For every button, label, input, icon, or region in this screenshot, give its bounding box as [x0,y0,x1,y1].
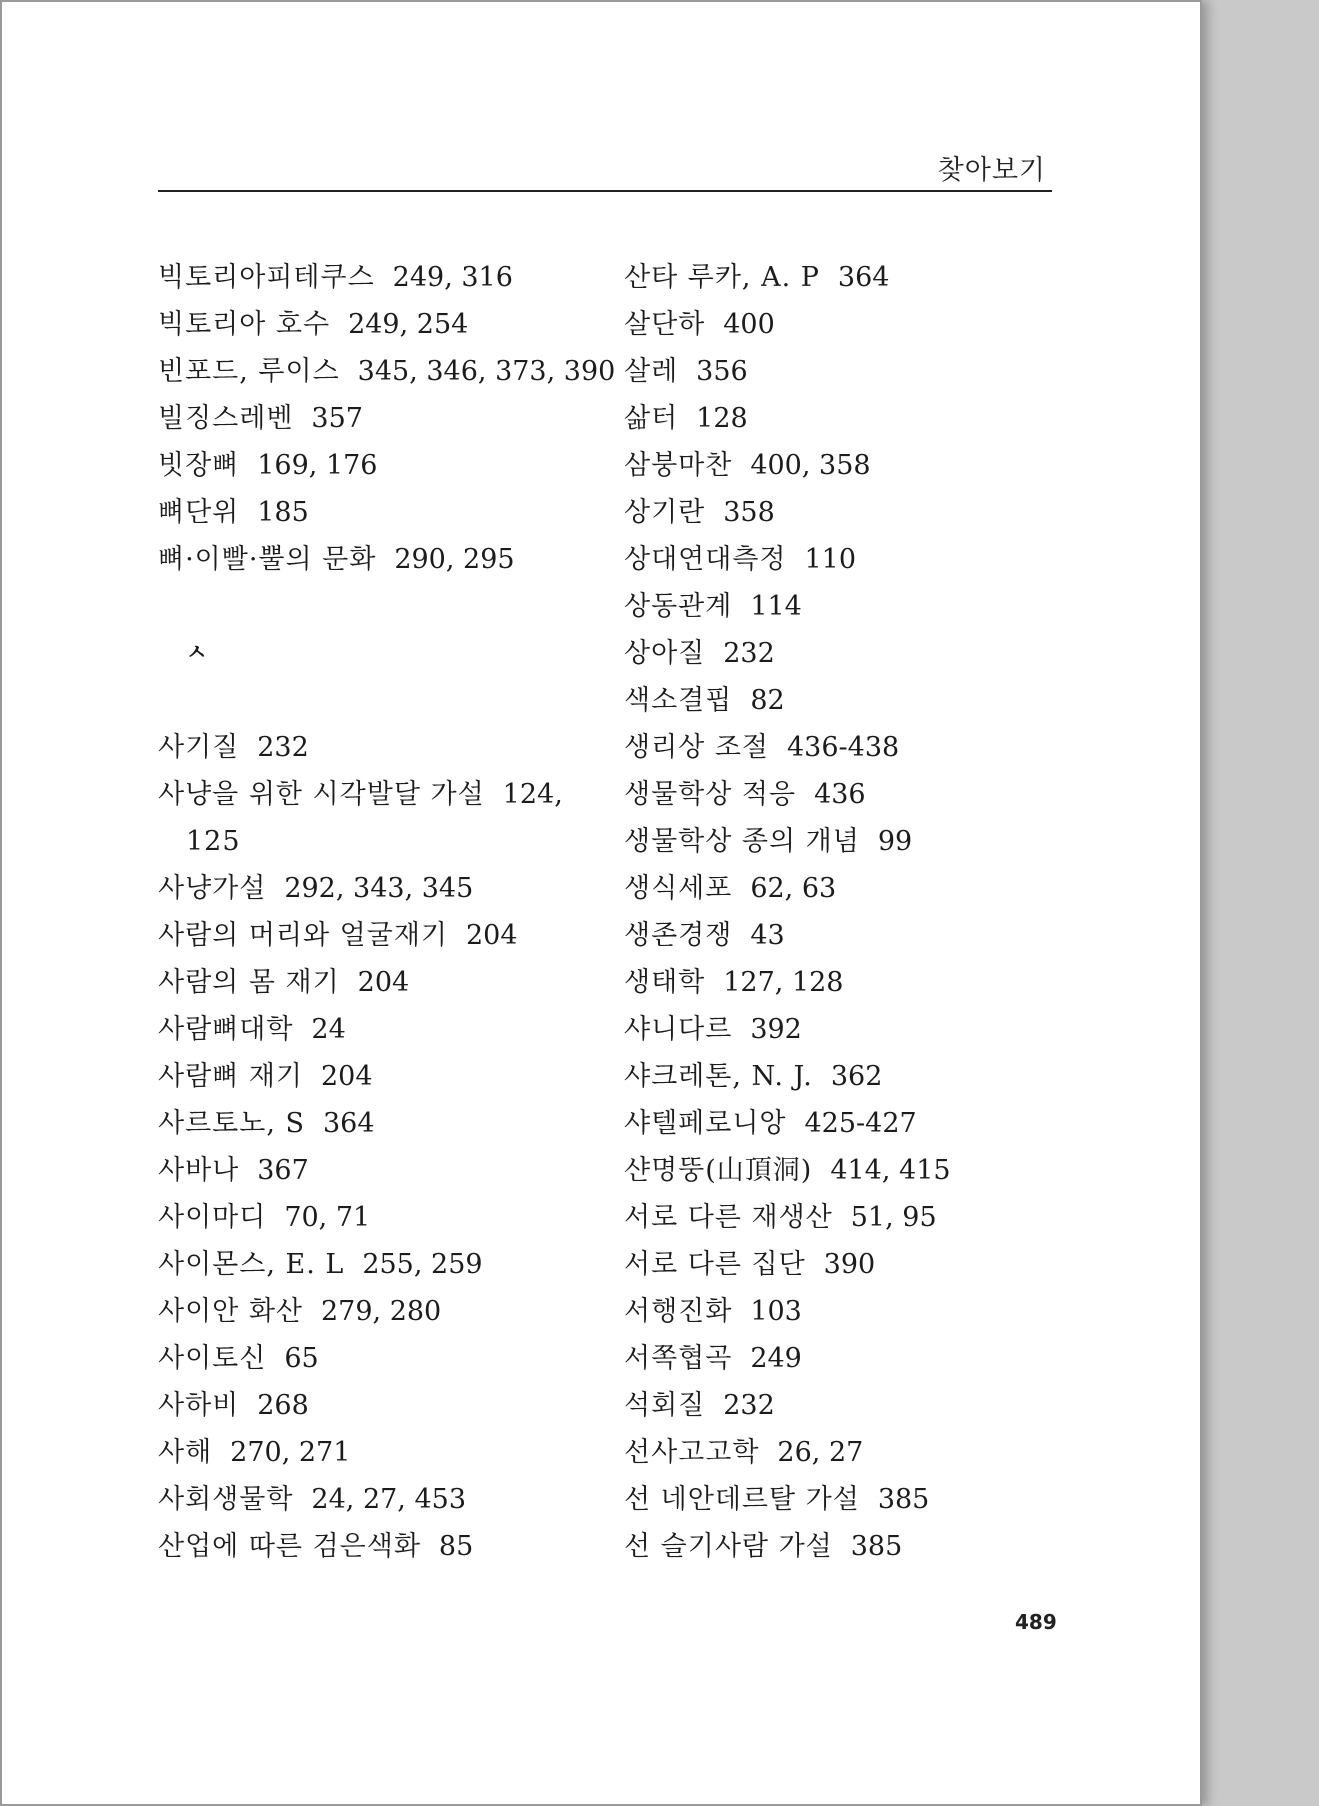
index-page-refs: 356 [696,356,748,387]
index-term: 서로 다른 집단 [624,1249,806,1280]
index-page-refs: 255, 259 [362,1249,483,1280]
index-page-refs: 169, 176 [257,450,378,481]
index-page-refs: 24 [311,1014,346,1045]
index-page-refs: 362 [830,1061,883,1092]
index-term: 사람뼈대학 [158,1014,294,1045]
index-term: 사이마디 [158,1202,267,1233]
index-term: 서쪽협곡 [624,1343,733,1374]
index-entry [624,1053,1064,1100]
index-page-refs: 26, 27 [777,1437,864,1468]
index-page-refs: 103 [750,1296,802,1327]
index-entry [624,865,1064,912]
index-page-refs: 232 [257,732,309,763]
index-term: 선사고고학 [624,1437,760,1468]
index-page-refs: 358 [723,497,775,528]
page-number: 489 [1015,1610,1057,1634]
index-page-refs: 99 [877,826,913,857]
index-page-refs: 204 [357,967,410,998]
index-term: 사람의 머리와 얼굴재기 [158,920,448,951]
index-entry [158,442,588,489]
index-term: 선 슬기사람 가설 [624,1531,833,1562]
index-term: 산타 루카, A. P [624,262,820,293]
index-entry [158,301,588,348]
index-term: 석회질 [624,1390,706,1421]
index-term: 뼈·이빨·뿔의 문화 [158,544,377,575]
index-page-refs: 114 [750,591,802,622]
index-term: 샤텔페로니앙 [624,1108,787,1139]
index-page-refs: 364 [323,1108,375,1139]
index-term: 서행진화 [624,1296,733,1327]
index-page-refs: 204 [321,1061,373,1092]
index-page-refs: 400, 358 [750,450,871,481]
index-entry [624,1429,1064,1476]
index-term: 샨명뚱(山頂洞) [624,1155,813,1186]
index-page-refs: 232 [723,638,775,669]
index-entry [624,254,1064,301]
index-page-refs: 390 [823,1249,876,1280]
index-term: 빌징스레벤 [158,403,294,434]
spacer [158,583,588,630]
index-page-refs: 357 [311,403,363,434]
index-term: 사기질 [158,732,240,763]
index-term: 생물학상 종의 개념 [624,826,860,857]
index-entry [624,1147,1064,1194]
index-term: 색소결핍 [624,685,733,716]
index-entry [624,1241,1064,1288]
index-entry [624,1476,1064,1523]
index-entry [158,489,588,536]
index-term: 살단하 [624,309,706,340]
index-entry [624,630,1064,677]
index-page-refs: 124, [502,779,563,810]
index-term: 사람뼈 재기 [158,1061,303,1092]
index-term: 사냥을 위한 시각발달 가설 [158,779,485,810]
index-entry [624,442,1064,489]
index-term: 사하비 [158,1390,240,1421]
index-entry [158,254,588,301]
index-page-refs: 270, 271 [230,1437,351,1468]
index-entry [158,1288,588,1335]
index-entry [158,1006,588,1053]
index-entry [624,489,1064,536]
index-entry [158,771,588,818]
index-page-refs: 345, 346, 373, 390 [357,356,616,387]
index-term: 사바나 [158,1155,240,1186]
index-term: 사이토신 [158,1343,267,1374]
index-entry [158,865,588,912]
index-page-refs: 436 [814,779,866,810]
index-term: 상동관계 [624,591,733,622]
index-page-refs: 385 [877,1484,930,1515]
index-page-refs: 82 [750,685,785,716]
index-term: 샤니다르 [624,1014,733,1045]
index-entry [624,395,1064,442]
index-page-refs: 436-438 [787,732,900,763]
section-heading [158,630,588,677]
index-term: 생존경쟁 [624,920,733,951]
index-entry [624,583,1064,630]
index-term: 빅토리아 호수 [158,309,331,340]
index-entry [624,959,1064,1006]
index-entry [624,1382,1064,1429]
index-entry [624,1006,1064,1053]
index-entry [624,677,1064,724]
index-entry [158,1053,588,1100]
index-entry [158,1241,588,1288]
index-term: 사해 [158,1437,213,1468]
index-page-refs: 185 [257,497,309,528]
index-entry [158,912,588,959]
index-entry [158,1335,588,1382]
index-term: 산업에 따른 검은색화 [158,1531,421,1562]
index-term: 사르토노, S [158,1108,305,1139]
header-rule [158,190,1052,192]
index-page-refs: 110 [804,544,857,575]
index-entry [158,1100,588,1147]
index-page-refs: 43 [750,920,785,951]
index-entry [158,1382,588,1429]
index-entry [624,536,1064,583]
index-page-refs: 70, 71 [284,1202,371,1233]
index-entry [158,1523,588,1570]
index-page-refs: 414, 415 [830,1155,951,1186]
index-entry [158,959,588,1006]
index-term: 사이안 화산 [158,1296,303,1327]
index-column-left [158,254,616,1570]
index-entry [624,348,1064,395]
index-entry [624,912,1064,959]
index-page-refs: 128 [696,403,748,434]
index-page-refs: 290, 295 [394,544,515,575]
index-term: ㅅ [186,641,209,666]
index-term: 상아질 [624,638,706,669]
index-term: 생리상 조절 [624,732,769,763]
index-entry [624,818,1064,865]
index-entry [624,1194,1064,1241]
index-page-refs: 279, 280 [321,1296,442,1327]
index-entry [624,1100,1064,1147]
index-entry [624,771,1064,818]
spacer [158,677,588,724]
index-term: 서로 다른 재생산 [624,1202,833,1233]
index-entry [158,1194,588,1241]
index-entry [158,724,588,771]
index-term: 사이몬스, E. L [158,1249,345,1280]
index-page-refs: 249, 316 [392,262,513,293]
index-page-refs: 249 [750,1343,802,1374]
index-term: 생식세포 [624,873,733,904]
index-term: 상대연대측정 [624,544,787,575]
index-term: 빗장뼈 [158,450,240,481]
index-page-refs: 127, 128 [723,967,844,998]
index-page-refs: 249, 254 [348,309,469,340]
index-entry [158,536,588,583]
index-page-refs: 232 [723,1390,775,1421]
index-page-refs: 65 [284,1343,319,1374]
index-page-refs: 364 [837,262,890,293]
index-term: 상기란 [624,497,706,528]
index-page-refs: 85 [438,1531,474,1562]
index-entry [158,1147,588,1194]
index-term: 사냥가설 [158,873,267,904]
index-column-right [624,254,1064,1570]
index-entry [624,1288,1064,1335]
index-term: 선 네안데르탈 가설 [624,1484,860,1515]
index-term: 125 [186,826,241,857]
index-term: 삶터 [624,403,679,434]
index-page-refs: 62, 63 [750,873,837,904]
index-page-refs: 204 [466,920,518,951]
index-page-refs: 24, 27, 453 [311,1484,466,1515]
index-entry [158,348,616,395]
index-term: 살레 [624,356,679,387]
index-entry [624,1335,1064,1382]
index-page-refs: 385 [850,1531,903,1562]
index-term: 샤크레톤, N. J. [624,1061,813,1092]
index-term: 삼붕마찬 [624,450,733,481]
index-term: 생태학 [624,967,706,998]
index-page-refs: 367 [257,1155,309,1186]
index-term: 빈포드, 루이스 [158,356,340,387]
running-header-title: 찾아보기 [937,155,1046,186]
index-entry-continuation [158,818,588,865]
index-term: 생물학상 적응 [624,779,797,810]
index-entry [624,1523,1064,1570]
index-term: 뼈단위 [158,497,240,528]
index-page-refs: 51, 95 [850,1202,937,1233]
index-entry [624,301,1064,348]
index-entry [158,395,588,442]
index-page-refs: 268 [257,1390,309,1421]
index-page-refs: 392 [750,1014,802,1045]
index-entry [158,1429,588,1476]
index-term: 사람의 몸 재기 [158,967,340,998]
index-term: 빅토리아피테쿠스 [158,262,375,293]
index-entry [158,1476,588,1523]
index-page-refs: 400 [723,309,775,340]
index-term: 사회생물학 [158,1484,294,1515]
index-page-refs: 292, 343, 345 [284,873,474,904]
index-entry [624,724,1064,771]
index-page-refs: 425-427 [804,1108,917,1139]
